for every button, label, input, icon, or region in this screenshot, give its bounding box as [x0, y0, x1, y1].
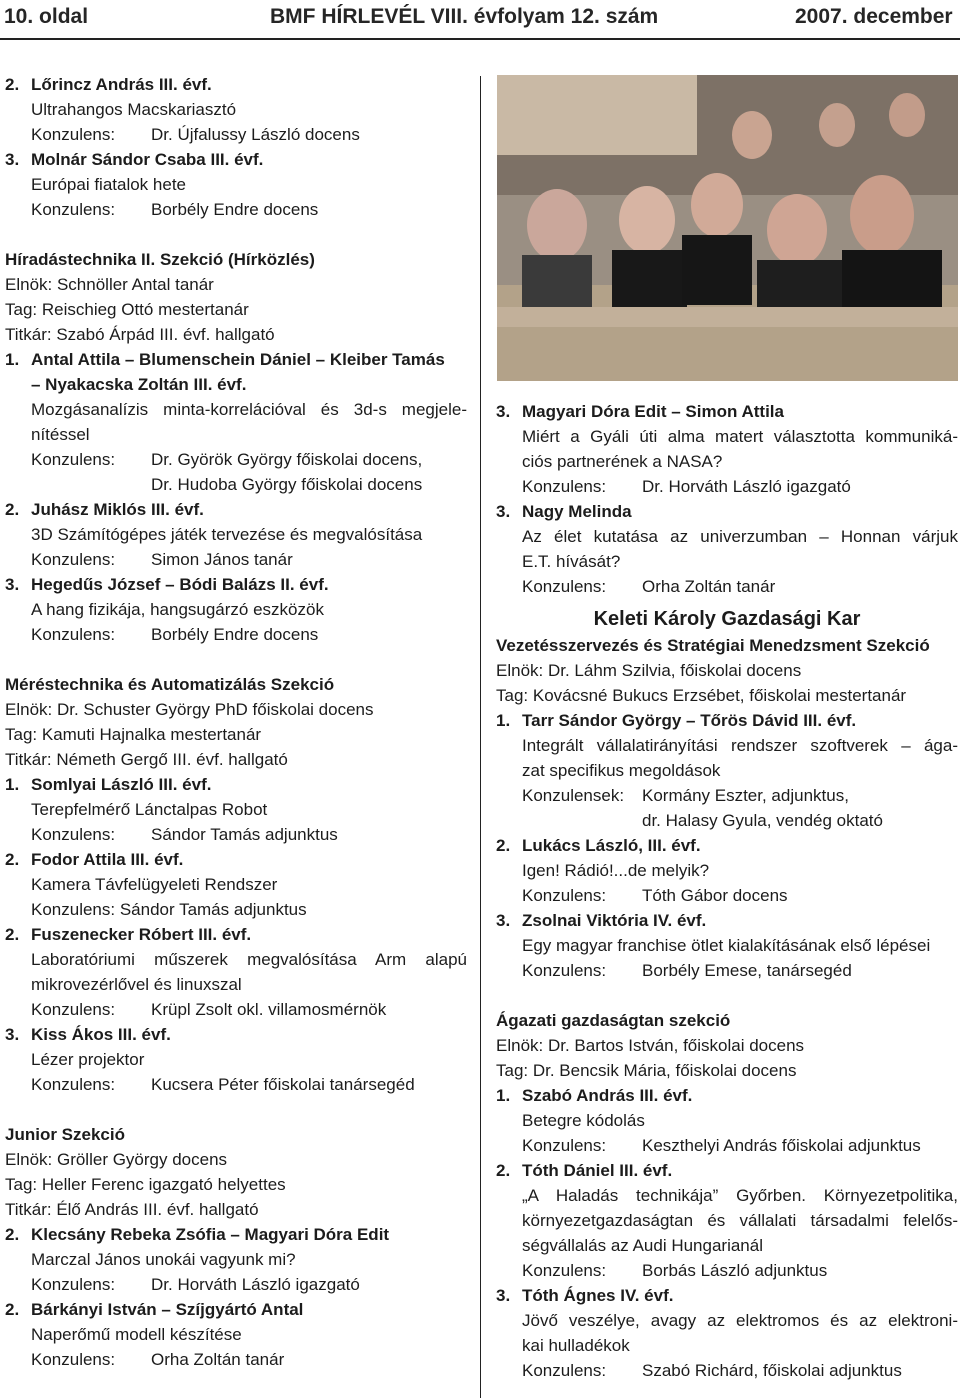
entry-topic-cont: ciós partnerének a NASA? [522, 452, 723, 471]
entry-topic: Integrált vállalatirányítási rendszer szoftverek – ága- [522, 736, 958, 755]
entry-title: 3. Hegedűs József – Bódi Balázs II. évf. [5, 575, 329, 594]
entry-topic-cont: mikrovezérlővel és linuxszal [31, 975, 242, 994]
entry-title: 3. Zsolnai Viktória IV. évf. [496, 911, 707, 930]
entry-title: 2. Juhász Miklós III. évf. [5, 500, 204, 519]
entry-title: 3. Tóth Ágnes IV. évf. [496, 1286, 674, 1305]
entry-topic: 3D Számítógépes játék tervezése és megvalósítása [31, 525, 423, 544]
entry-title: 1. Tarr Sándor György – Tőrös Dávid III. évf. [496, 711, 857, 730]
entry-konzulens: Konzulens: Orha Zoltán tanár [522, 577, 776, 596]
entry-topic: Igen! Rádió!...de melyik? [522, 861, 710, 880]
section-elnok: Elnök: Gröller György docens [5, 1150, 228, 1169]
entry-konzulens: Konzulens: Dr. Györök György főiskolai docens, [31, 450, 423, 469]
entry-topic: Ultrahangos Macskariasztó [31, 100, 237, 119]
entry-topic-cont: környezetgazdaságtan és vállalati társadalmi felelős- [522, 1211, 958, 1230]
entry-konzulens: Konzulens: Szabó Richárd, főiskolai adjunktus [522, 1361, 902, 1380]
entry-konzulens: Konzulens: Dr. Horváth László igazgató [522, 477, 851, 496]
entry-topic-cont: zat specifikus megoldások [522, 761, 721, 780]
entry-topic-cont: E.T. hívását? [522, 552, 621, 571]
left-column [5, 72, 467, 1372]
section-title: Ágazati gazdaságtan szekció [496, 1011, 731, 1030]
section-elnok: Elnök: Dr. Láhm Szilvia, főiskolai docens [496, 661, 802, 680]
page-number: 10. oldal [4, 5, 89, 28]
entry-konzulens: Konzulens: Sándor Tamás adjunktus [31, 900, 307, 919]
entry-topic-cont: nítéssel [31, 425, 90, 444]
section-elnok: Elnök: Dr. Bartos István, főiskolai docens [496, 1036, 805, 1055]
section-tag: Tag: Kamuti Hajnalka mestertanár [5, 725, 262, 744]
entry-konzulens-cont: dr. Halasy Gyula, vendég oktató [642, 811, 883, 830]
entry-topic: Az élet kutatása az univerzumban – Honnan várjuk [522, 527, 958, 546]
section-title: Híradástechnika II. Szekció (Hírközlés) [5, 250, 315, 269]
entry-konzulens: Konzulens: Orha Zoltán tanár [31, 1350, 285, 1369]
entry-title: 1. Somlyai László III. évf. [5, 775, 212, 794]
newsletter-title: BMF HÍRLEVÉL VIII. évfolyam 12. szám [270, 5, 659, 28]
entry-topic: A hang fizikája, hangsugárzó eszközök [31, 600, 324, 619]
entry-title: 3. Molnár Sándor Csaba III. évf. [5, 150, 264, 169]
entry-konzulens: Konzulens: Borbás László adjunktus [522, 1261, 828, 1280]
section-titkar: Titkár: Szabó Árpád III. évf. hallgató [5, 325, 275, 344]
section-title: Méréstechnika és Automatizálás Szekció [5, 675, 335, 694]
section-titkar: Titkár: Németh Gergő III. évf. hallgató [5, 750, 288, 769]
entry-topic: Kamera Távfelügyeleti Rendszer [31, 875, 278, 894]
entry-title: 2. Tóth Dániel III. évf. [496, 1161, 673, 1180]
entry-title: 2. Lőrincz András III. évf. [5, 75, 212, 94]
entry-topic: Mozgásanalízis minta-korrelációval és 3d-s megjele- [31, 400, 467, 419]
section-tag: Tag: Reischieg Ottó mestertanár [5, 300, 249, 319]
entry-title: 1. Szabó András III. évf. [496, 1086, 693, 1105]
entry-topic: Laboratóriumi műszerek megvalósítása Arm alapú [31, 950, 467, 969]
section-elnok: Elnök: Dr. Schuster György PhD főiskolai docens [5, 700, 374, 719]
entry-konzulens: Konzulens: Tóth Gábor docens [522, 886, 788, 905]
entry-konzulens: Konzulens: Krüpl Zsolt okl. villamosmérnök [31, 1000, 387, 1019]
entry-topic-cont: ségvállalás az Audi Hungarianál [522, 1236, 763, 1255]
entry-title-cont: – Nyakacska Zoltán III. évf. [31, 375, 247, 394]
section-tag: Tag: Dr. Bencsik Mária, főiskolai docens [496, 1061, 797, 1080]
entry-konzulens: Konzulens: Dr. Újfalussy László docens [31, 125, 360, 144]
entry-konzulens: Konzulens: Simon János tanár [31, 550, 293, 569]
entry-topic: Egy magyar franchise ötlet kialakításának első lépései [522, 936, 931, 955]
faculty-title: Keleti Károly Gazdasági Kar [593, 608, 861, 630]
section-tag: Tag: Kovácsné Bukucs Erzsébet, főiskolai mestertanár [496, 686, 907, 705]
entry-title: 2. Fuszenecker Róbert III. évf. [5, 925, 252, 944]
entry-konzulens: Konzulens: Keszthelyi András főiskolai adjunktus [522, 1136, 921, 1155]
entry-title: 3. Kiss Ákos III. évf. [5, 1025, 171, 1044]
section-titkar: Titkár: Élő András III. évf. hallgató [5, 1200, 259, 1219]
section-title: Vezetésszervezés és Stratégiai Menedzsment Szekció [496, 636, 930, 655]
entry-title: 1. Antal Attila – Blumenschein Dániel – Kleiber Tamás [5, 350, 445, 369]
entry-topic: „A Haladás technikája” Győrben. Környezetpolitika, [522, 1186, 958, 1205]
entry-konzulens: Konzulens: Dr. Horváth László igazgató [31, 1275, 360, 1294]
entry-konzulens: Konzulens: Borbély Endre docens [31, 200, 319, 219]
entry-title: 2. Lukács László, III. évf. [496, 836, 701, 855]
audience-photo [497, 75, 958, 381]
entry-topic: Terepfelmérő Lánctalpas Robot [31, 800, 268, 819]
entry-konzulens: Konzulens: Sándor Tamás adjunktus [31, 825, 338, 844]
entry-topic: Betegre kódolás [522, 1111, 645, 1130]
entry-topic: Jövő veszélye, avagy az elektromos és az elektroni- [522, 1311, 958, 1330]
entry-title: 3. Nagy Melinda [496, 502, 632, 521]
entry-title: 2. Fodor Attila III. évf. [5, 850, 184, 869]
entry-topic: Naperőmű modell készítése [31, 1325, 242, 1344]
entry-konzulens: Konzulens: Borbély Emese, tanársegéd [522, 961, 852, 980]
entry-topic: Marczal János unokái vagyunk mi? [31, 1250, 296, 1269]
right-column [496, 399, 958, 1383]
entry-title: 2. Bárkányi István – Szíjgyártó Antal [5, 1300, 304, 1319]
entry-title: 2. Klecsány Rebeka Zsófia – Magyari Dóra Edit [5, 1225, 390, 1244]
section-title: Junior Szekció [5, 1125, 125, 1144]
entry-konzulens: Konzulens: Borbély Endre docens [31, 625, 319, 644]
entry-konzulens: Konzulens: Kucsera Péter főiskolai tanársegéd [31, 1075, 415, 1094]
column-divider [480, 76, 481, 1398]
section-tag: Tag: Heller Ferenc igazgató helyettes [5, 1175, 286, 1194]
entry-topic: Európai fiatalok hete [31, 175, 186, 194]
entry-title: 3. Magyari Dóra Edit – Simon Attila [496, 402, 784, 421]
section-elnok: Elnök: Schnöller Antal tanár [5, 275, 214, 294]
entry-topic: Lézer projektor [31, 1050, 145, 1069]
entry-konzulens: Konzulensek: Kormány Eszter, adjunktus, [522, 786, 849, 805]
entry-topic-cont: kai hulladékok [522, 1336, 630, 1355]
page-header [0, 0, 960, 40]
entry-konzulens-cont: Dr. Hudoba György főiskolai docens [151, 475, 423, 494]
entry-topic: Miért a Gyáli úti alma matert választotta kommuniká- [522, 427, 958, 446]
issue-date: 2007. december [795, 5, 953, 28]
